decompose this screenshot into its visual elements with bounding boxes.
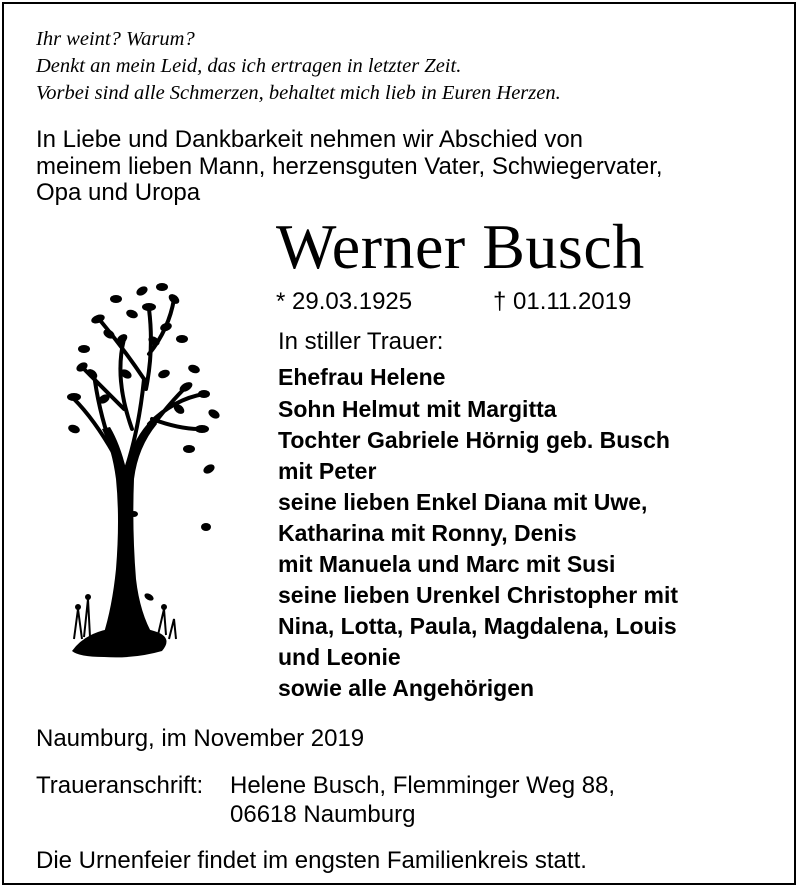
intro-line-3: Opa und Uropa (36, 179, 201, 206)
mourner-line: und Leonie (278, 644, 401, 670)
poem-line-2: Denkt an mein Leid, das ich ertragen in letzter Zeit. (36, 55, 462, 77)
mourner-line: mit Peter (278, 458, 377, 484)
mourner-line: seine lieben Urenkel Christopher mit (278, 582, 679, 608)
birth-date: * 29.03.1925 (276, 288, 413, 315)
address-label: Traueranschrift: (36, 772, 204, 799)
intro-text (36, 127, 663, 207)
address-line-2: 06618 Naumburg (230, 801, 416, 828)
poem (36, 26, 561, 107)
mourner-line: Sohn Helmut mit Margitta (278, 395, 557, 422)
deceased-name: Werner Busch (276, 211, 645, 282)
mourner-line: seine lieben Enkel Diana mit Uwe, (278, 489, 648, 515)
intro-line-2: meinem lieben Mann, herzensguten Vater, Schwiegervater, (36, 152, 663, 180)
mourning-address (230, 771, 615, 829)
place-date: Naumburg, im November 2019 (36, 725, 365, 752)
intro-line-1: In Liebe und Dankbarkeit nehmen wir Abschied von (36, 126, 584, 153)
flower (85, 594, 91, 600)
poem-line-3: Vorbei sind alle Schmerzen, behaltet mich lieb in Euren Herzen. (36, 82, 561, 104)
mourner-line: mit Manuela und Marc mit Susi (278, 551, 616, 577)
flower (161, 604, 167, 610)
death-date: † 01.11.2019 (493, 288, 632, 315)
obituary-notice (2, 2, 796, 885)
mourner-line: Nina, Lotta, Paula, Magdalena, Louis (278, 613, 677, 639)
mourning-heading: In stiller Trauer: (278, 328, 444, 355)
poem-line-1: Ihr weint? Warum? (36, 28, 195, 50)
mourner-line: Katharina mit Ronny, Denis (278, 520, 577, 546)
mourner-line: Tochter Gabriele Hörnig geb. Busch (278, 427, 670, 453)
mourner-line: Ehefrau Helene (278, 364, 446, 390)
ceremony-note: Die Urnenfeier findet im engsten Familienkreis statt. (36, 847, 587, 874)
mourners-list (278, 362, 678, 704)
address-line-1: Helene Busch, Flemminger Weg 88, (230, 772, 616, 799)
mourner-line: sowie alle Angehörigen (278, 675, 535, 701)
flower (75, 604, 81, 610)
tree-illustration (54, 279, 234, 679)
